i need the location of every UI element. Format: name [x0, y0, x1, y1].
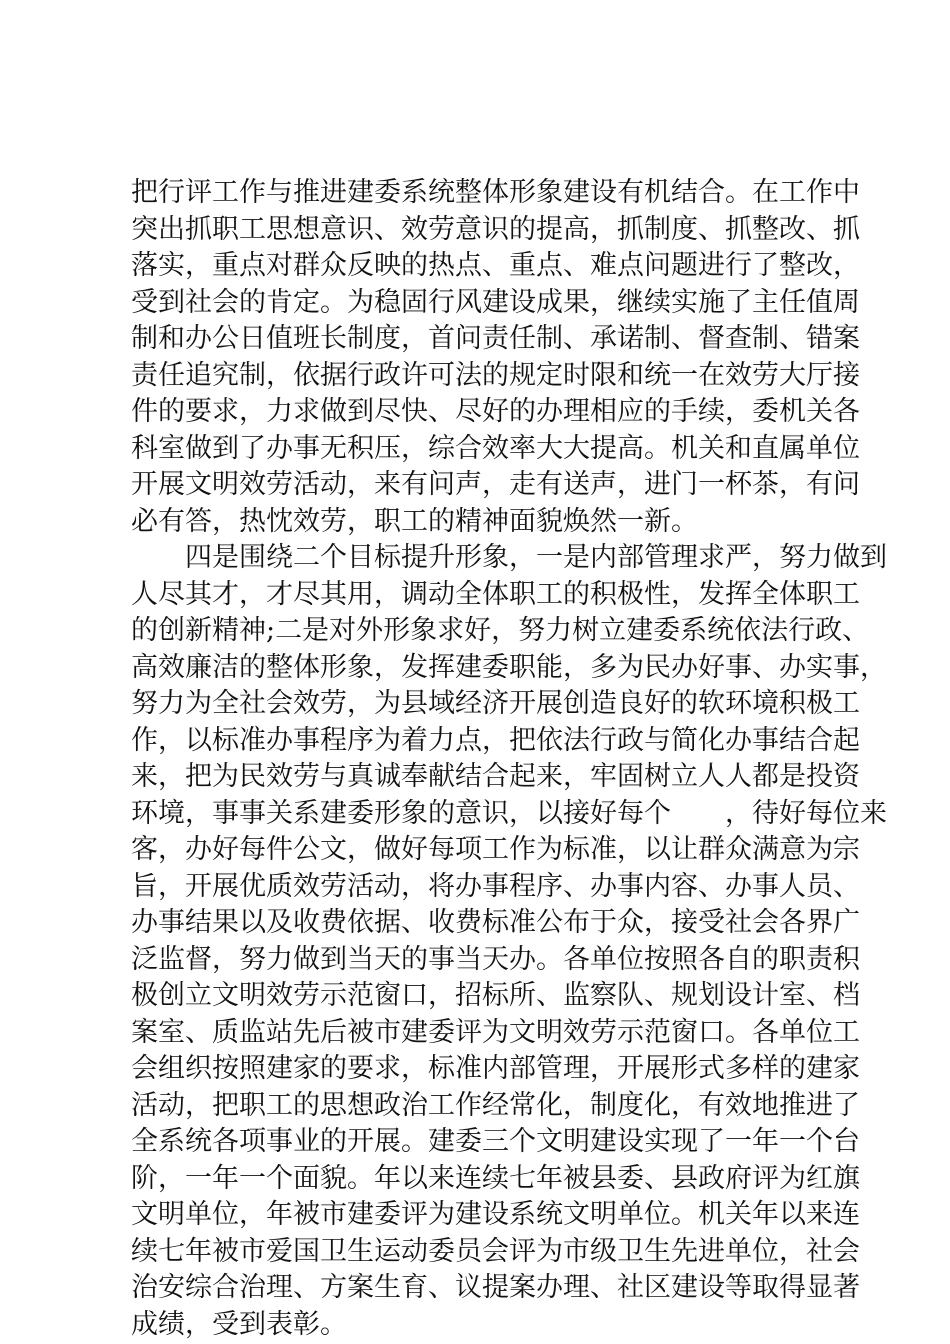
text-line: 来，把为民效劳与真诚奉献结合起来，牢固树立人人都是投资 [131, 761, 860, 792]
text-line: 阶，一年一个面貌。年以来连续七年被县委、县政府评为红旗 [131, 1162, 860, 1194]
text-line: 科室做到了办事无积压，综合效率大大提高。机关和直属单位 [131, 432, 860, 464]
text-line: 把行评工作与推进建委系统整体形象建设有机结合。在工作中 [131, 177, 860, 208]
text-line: 受到社会的肯定。为稳固行风建设成果，继续实施了主任值周 [131, 286, 860, 318]
text-line: 治安综合治理、方案生育、议提案办理、社区建设等取得显著 [131, 1272, 860, 1303]
text-line: 会组织按照建家的要求，标准内部管理，开展形式多样的建家 [131, 1053, 860, 1084]
text-line: 文明单位，年被市建委评为建设系统文明单位。机关年以来连 [131, 1199, 860, 1230]
text-line: 环境，事事关系建委形象的意识，以接好每个 ，待好每位来 [131, 797, 887, 829]
text-line: 成绩，受到表彰。 [131, 1308, 347, 1340]
text-line: 必有答，热忱效劳，职工的精神面貌焕然一新。 [131, 505, 698, 537]
text-line: 作，以标准办事程序为着力点，把依法行政与简化办事结合起 [131, 724, 860, 756]
text-line: 全系统各项事业的开展。建委三个文明建设实现了一年一个台 [131, 1126, 860, 1157]
text-line: 客，办好每件公文，做好每项工作为标准，以让群众满意为宗 [131, 834, 860, 865]
text-line: 突出抓职工思想意识、效劳意识的提高，抓制度、抓整改、抓 [131, 213, 860, 245]
text-line: 责任追究制，依据行政许可法的规定时限和统一在效劳大厅接 [131, 359, 860, 391]
text-line: 续七年被市爱国卫生运动委员会评为市级卫生先进单位，社会 [131, 1235, 860, 1267]
text-line: 泛监督，努力做到当天的事当天办。各单位按照各自的职责积 [131, 943, 860, 975]
document-body [131, 175, 887, 1343]
text-line: 旨，开展优质效劳活动，将办事程序、办事内容、办事人员、 [131, 870, 860, 902]
text-line: 件的要求，力求做到尽快、尽好的办理相应的手续，委机关各 [131, 396, 860, 427]
text-line: 高效廉洁的整体形象，发挥建委职能，多为民办好事、办实事， [131, 651, 887, 683]
text-line: 的创新精神;二是对外形象求好，努力树立建委系统依法行政、 [131, 615, 870, 646]
text-line: 努力为全社会效劳，为县域经济开展创造良好的软环境积极工 [131, 688, 860, 719]
text-line: 落实，重点对群众反映的热点、重点、难点问题进行了整改， [131, 250, 860, 281]
text-line: 制和办公日值班长制度，首问责任制、承诺制、督查制、错案 [131, 323, 860, 354]
text-line: 办事结果以及收费依据、收费标准公布于众，接受社会各界广 [131, 907, 860, 938]
text-line: 活动，把职工的思想政治工作经常化，制度化，有效地推进了 [131, 1089, 860, 1121]
text-line: 案室、质监站先后被市建委评为文明效劳示范窗口。各单位工 [131, 1016, 860, 1048]
text-line: 极创立文明效劳示范窗口，招标所、监察队、规划设计室、档 [131, 980, 860, 1011]
text-line: 人尽其才，才尽其用，调动全体职工的积极性，发挥全体职工 [131, 578, 860, 610]
text-line: 开展文明效劳活动，来有问声，走有送声，进门一杯茶，有问 [131, 469, 860, 500]
paragraph-start-line: 四是围绕二个目标提升形象，一是内部管理求严，努力做到 [185, 542, 887, 573]
